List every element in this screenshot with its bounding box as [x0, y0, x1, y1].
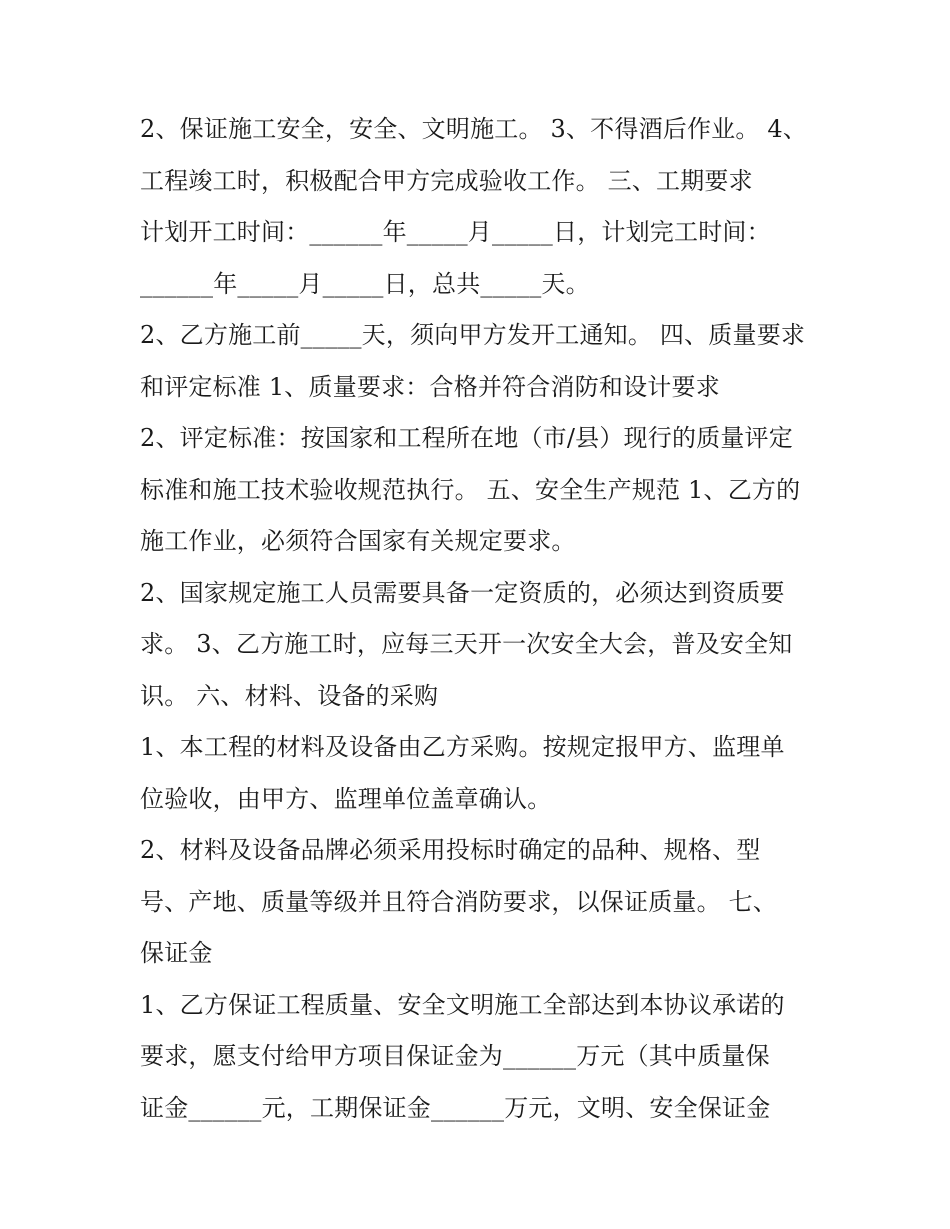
text-line: 1、本工程的材料及设备由乙方采购。按规定报甲方、监理单 [140, 733, 785, 761]
text-line: 工程竣工时，积极配合甲方完成验收工作。 三、工期要求 [140, 166, 753, 195]
text-line: 计划开工时间：______年_____月_____日，计划完工时间： [140, 218, 771, 246]
text-line: 求。 3、乙方施工时，应每三天开一次安全大会，普及安全知 [140, 630, 793, 658]
text-line: 号、产地、质量等级并且符合消防要求，以保证质量。 七、 [140, 887, 778, 916]
text-line: 2、材料及设备品牌必须采用投标时确定的品种、规格、型 [140, 836, 761, 864]
text-line: 2、国家规定施工人员需要具备一定资质的，必须达到资质要 [140, 578, 785, 607]
text-line: 2、乙方施工前_____天，须向甲方发开工通知。 四、质量要求 [140, 321, 806, 349]
text-line: 识。 六、材料、设备的采购 [140, 681, 439, 710]
text-line: 要求，愿支付给甲方项目保证金为______万元（其中质量保 [140, 1042, 770, 1070]
text-line: 位验收，由甲方、监理单位盖章确认。 [140, 784, 552, 813]
contract-text [140, 104, 830, 1134]
text-line: 证金______元，工期保证金______万元，文明、安全保证金 [140, 1093, 771, 1122]
text-line: 和评定标准 1、质量要求：合格并符合消防和设计要求 [140, 372, 720, 401]
text-line: 2、评定标准：按国家和工程所在地（市/县）现行的质量评定 [140, 424, 793, 452]
text-line: 1、乙方保证工程质量、安全文明施工全部达到本协议承诺的 [140, 990, 785, 1019]
text-line: 标准和施工技术验收规范执行。 五、安全生产规范 1、乙方的 [140, 475, 801, 504]
text-line: 保证金 [140, 939, 213, 967]
text-line: ______年_____月_____日，总共_____天。 [140, 269, 590, 298]
text-line: 施工作业，必须符合国家有关规定要求。 [140, 527, 576, 555]
text-line: 2、保证施工安全，安全、文明施工。 3、不得酒后作业。 4、 [140, 115, 808, 143]
